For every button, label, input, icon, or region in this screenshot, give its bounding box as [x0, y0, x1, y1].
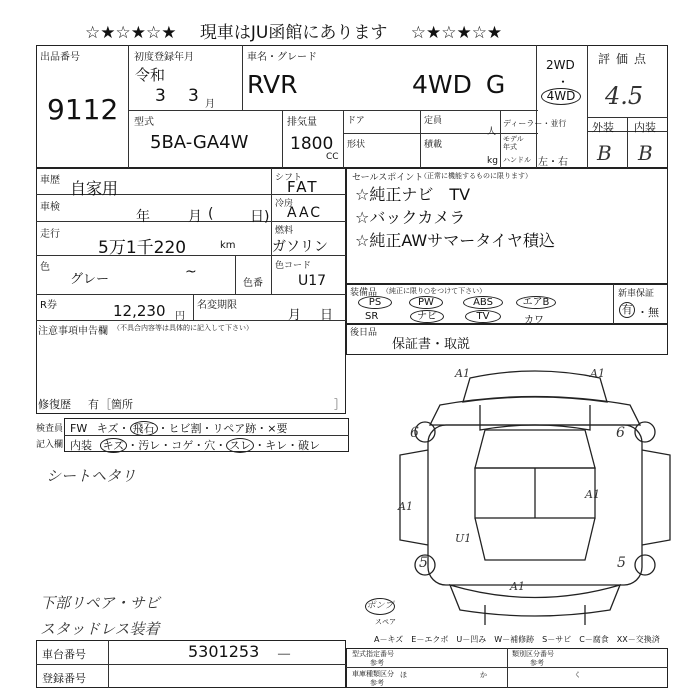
check-row-2: 内装 キズ ・汚レ・コゲ・穴・ スレ ・キレ・破レ: [70, 439, 321, 452]
handwritten-note-3: スタッドレス装着: [40, 620, 160, 638]
color-value: グレー: [70, 272, 110, 287]
lot-value: 9112: [47, 93, 119, 126]
damage-mark: A1: [590, 367, 605, 380]
damage-mark: A1: [510, 580, 525, 593]
damage-mark: A1: [585, 488, 600, 501]
repair-value: 有: [88, 398, 99, 411]
model-label: 型式: [134, 117, 154, 128]
spare-label: スペア: [375, 618, 396, 626]
pump-mark: ポンプ: [365, 598, 395, 615]
inspection-day: 日): [250, 209, 270, 225]
damage-legend: A－キズ E－エクボ U－凹み W－補修跡 S－サビ C－腐食 XX－交換済: [374, 635, 660, 644]
drive-2wd: 2WD: [546, 58, 575, 72]
notes-note: （不具合内容等は具体的に記入して下さい）: [113, 324, 253, 332]
mileage-value: 5万1千220: [98, 238, 187, 258]
recycle-label: R券: [40, 300, 57, 311]
evaluation-value: 4.5: [605, 82, 644, 110]
displacement-unit: CC: [326, 152, 339, 162]
equip-ps: PS: [358, 296, 392, 309]
history-value: 自家用: [70, 179, 119, 198]
chassis-value: 5301253: [188, 642, 260, 661]
inspection-paren: (: [208, 206, 214, 222]
designated-ref: 参考: [370, 659, 384, 667]
color-mark: ~: [185, 264, 197, 280]
equip-pw: PW: [409, 296, 443, 309]
shape-label: 形状: [347, 140, 366, 150]
equip-abs: ABS: [463, 296, 503, 309]
owner-ref: 参考: [370, 679, 384, 687]
registration-month: 3: [188, 86, 199, 106]
check-label-2: 記入欄: [36, 440, 64, 450]
registration-year: 3: [155, 86, 166, 106]
class-label: 類別区分番号: [512, 650, 554, 658]
chassis-dash: －: [276, 645, 293, 664]
sales-item: ☆純正AWサマータイヤ積込: [355, 231, 555, 250]
new-car-dot: ・: [637, 306, 648, 319]
reg-no-label: 登録番号: [42, 672, 86, 685]
sales-item: ☆純正ナビ TV: [355, 185, 471, 204]
diagram-circle-6-right: 6: [616, 425, 625, 441]
ac-value: AAC: [287, 205, 323, 221]
diagram-circle-6-left: 6: [410, 425, 419, 441]
damage-mark: U1: [455, 532, 472, 545]
designated-label: 型式指定番号: [352, 650, 394, 658]
class-ref: 参考: [530, 659, 544, 667]
car-name: RVR: [247, 70, 298, 99]
repair-label: 修復歴: [38, 398, 71, 411]
fuel-value: ガソリン: [272, 239, 328, 255]
color-code: U17: [298, 273, 327, 289]
mileage-label: 走行: [40, 229, 60, 240]
load-label: 積載: [424, 140, 443, 150]
equip-navi: ナビ: [410, 310, 444, 323]
diagram-circle-5-left: 5: [419, 555, 428, 571]
color-no-label: 色番: [243, 278, 263, 289]
registration-era: 令和: [135, 66, 166, 84]
sales-item: ☆バックカメラ: [355, 208, 466, 227]
notes-label: 注意事項申告欄: [38, 326, 108, 337]
interior-grade: B: [638, 141, 653, 165]
inspection-year: 年: [136, 209, 150, 225]
new-car-label: 新車保証: [618, 289, 655, 299]
equip-sr: SR: [365, 311, 379, 322]
inspection-label: 車検: [40, 202, 60, 213]
shift-label: シフト: [275, 173, 303, 183]
damage-mark: A1: [398, 500, 413, 513]
check-row-1: FW キズ・ 飛石 ・ヒビ割・リペア跡・×要: [70, 422, 288, 435]
check-label-1: 検査員: [36, 424, 64, 434]
accessories-value: 保証書・取説: [392, 337, 471, 352]
capacity-unit: 人: [487, 127, 497, 137]
car-name-label: 車名・グレード: [247, 52, 317, 63]
recycle-value: 12,230: [113, 302, 166, 320]
model-value: 5BA-GA4W: [150, 132, 249, 153]
dealer-label: ディーラー・並行: [503, 119, 567, 128]
footer-ho: ほ: [400, 671, 407, 679]
header-stars-right: ☆★☆★☆★: [410, 23, 503, 43]
handle-value: 左・右: [538, 157, 568, 168]
footer-ku: く: [574, 671, 581, 679]
ac-label: 冷房: [275, 199, 294, 209]
displacement-label: 排気量: [287, 117, 317, 128]
header-stars-left: ☆★☆★☆★: [85, 23, 177, 43]
damage-mark: A1: [455, 367, 470, 380]
shift-value: FAT: [287, 178, 319, 196]
mileage-unit: km: [220, 240, 236, 251]
name-change-month: 月: [288, 308, 302, 323]
header-row: [85, 18, 502, 43]
model-year-label: モデル年式: [503, 135, 524, 151]
handle-label: ハンドル: [503, 156, 531, 164]
name-change-day: 日: [320, 308, 334, 323]
new-car-no: 無: [648, 306, 659, 319]
capacity-label: 定員: [424, 116, 443, 126]
header-title: 現車はJU函館にあります: [199, 23, 388, 43]
equip-airbag: エアB: [516, 296, 556, 309]
check-rub-circled: スレ: [226, 438, 254, 453]
equipment-note: （純正に限り○をつけて下さい）: [382, 287, 487, 295]
lot-label: 出品番号: [40, 52, 80, 63]
drive-4wd: 4WD: [546, 89, 576, 103]
car-damage-diagram: [395, 360, 675, 635]
chassis-label: 車台番号: [42, 648, 86, 661]
color-label: 色: [40, 262, 50, 273]
evaluation-label: 評価点: [598, 52, 653, 66]
history-label: 車歴: [40, 175, 60, 186]
recycle-yen: 円: [175, 311, 185, 322]
fuel-label: 燃料: [275, 226, 294, 236]
exterior-label: 外装: [592, 121, 614, 134]
handwritten-note-2: 下部リペア・サビ: [40, 594, 160, 612]
registration-label: 初度登録年月: [134, 52, 194, 63]
repair-close: ］: [334, 398, 345, 411]
name-change-label: 名変期限: [197, 300, 237, 311]
sales-list: [355, 183, 555, 252]
car-grade: 4WD G: [412, 70, 506, 99]
displacement-value: 1800: [290, 134, 334, 154]
registration-month-unit: 月: [205, 99, 215, 110]
diagram-circle-5-right: 5: [617, 555, 626, 571]
load-unit: kg: [487, 156, 498, 166]
new-car-yes: 有: [619, 302, 635, 318]
drive-dot: ・: [557, 75, 570, 89]
door-label: ドア: [347, 116, 365, 126]
owner-label: 車庫種類区分: [352, 670, 394, 678]
accessories-label: 後日品: [350, 328, 378, 338]
sales-note: （正常に機能するものに限ります）: [420, 172, 532, 180]
inspection-month: 月: [188, 209, 202, 225]
interior-label: 内装: [634, 121, 656, 134]
repair-bracket: ［箇所: [100, 398, 133, 411]
equipment-label: 装備品: [350, 288, 378, 298]
exterior-grade: B: [597, 141, 612, 165]
sales-label: セールスポイント: [352, 173, 424, 183]
check-scratch-circled: キズ: [100, 438, 128, 453]
handwritten-note-1: シートヘタリ: [46, 467, 137, 485]
equip-tv: TV: [465, 310, 501, 323]
drive-4wd-circled: [541, 88, 581, 105]
check-interior: 内装: [70, 439, 92, 452]
check-fw: FW: [70, 422, 88, 435]
equip-leather: カワ: [524, 315, 544, 326]
color-code-label: 色コード: [275, 261, 312, 271]
check-stone-circled: 飛石: [130, 421, 158, 436]
footer-ka: か: [480, 671, 487, 679]
